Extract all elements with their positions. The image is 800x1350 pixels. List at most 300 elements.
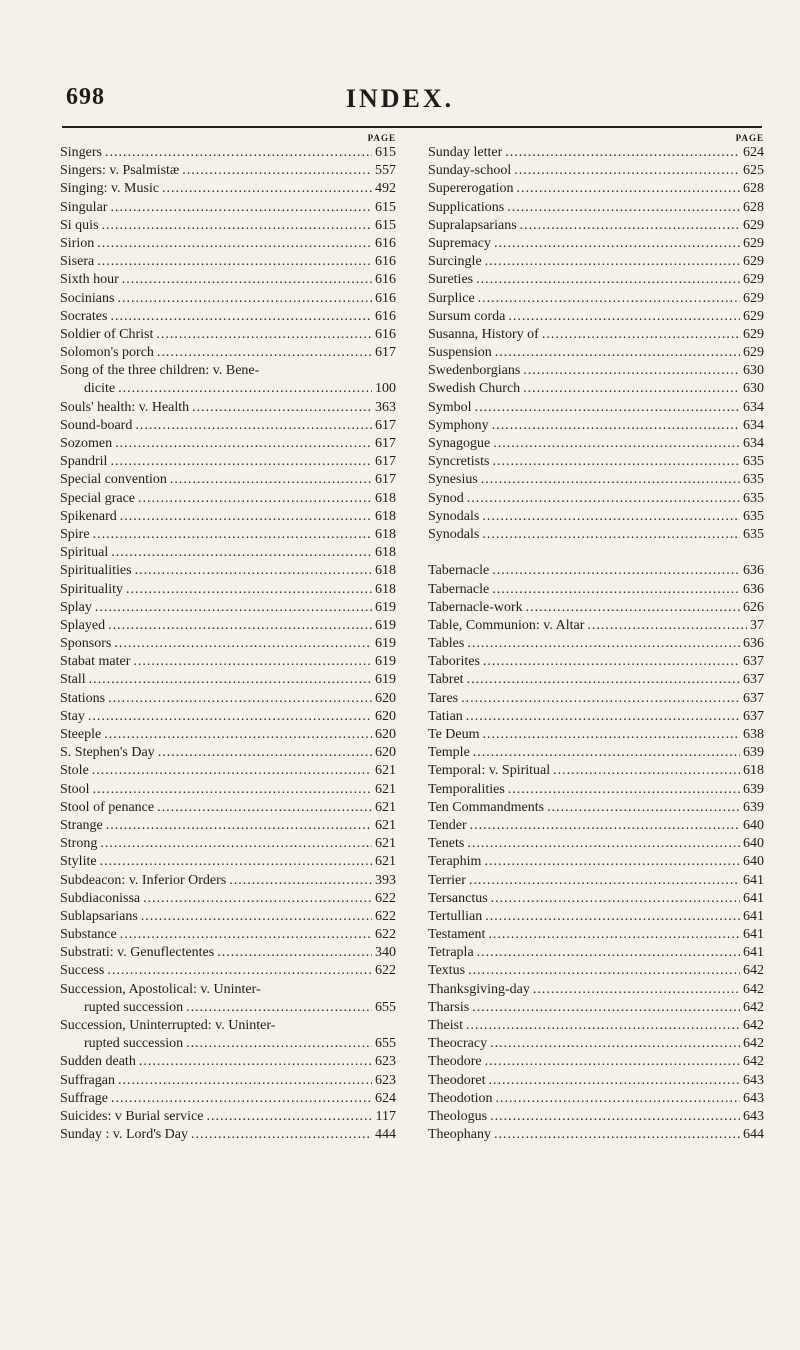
index-entry — [428, 162, 764, 180]
index-entry-term: Theologus — [428, 1108, 488, 1124]
dot-leader — [492, 581, 740, 599]
index-entry — [60, 962, 396, 980]
dot-leader — [526, 599, 740, 617]
index-entry-page: 628 — [743, 199, 764, 215]
index-entry — [60, 999, 396, 1017]
index-entry-term: Tender — [428, 817, 467, 833]
index-entry-term: Subdiaconissa — [60, 890, 141, 906]
dot-leader — [192, 399, 372, 417]
index-entry — [428, 1090, 764, 1108]
index-entry-page: 37 — [750, 617, 764, 633]
index-entry-page: 617 — [375, 472, 396, 488]
index-entry-term: Theist — [428, 1018, 463, 1033]
index-entry-page: 616 — [375, 272, 396, 288]
index-entry-page: 639 — [743, 781, 764, 797]
index-entry-page: 629 — [743, 290, 764, 306]
index-entry-term: Sozomen — [60, 436, 113, 451]
dot-leader — [514, 162, 740, 180]
index-entry-page: 639 — [743, 799, 764, 815]
dot-leader — [104, 726, 372, 744]
index-entry-page: 621 — [375, 763, 396, 779]
index-entry-page: 100 — [375, 381, 396, 397]
dot-leader — [523, 362, 740, 380]
page-number: 698 — [66, 84, 105, 110]
index-entry — [60, 890, 396, 908]
index-entry — [60, 835, 396, 853]
dot-leader — [93, 526, 372, 544]
index-entry-page: 629 — [743, 235, 764, 251]
dot-leader — [111, 544, 372, 562]
index-entry-page: 637 — [743, 654, 764, 670]
index-entry-page: 630 — [743, 381, 764, 397]
index-entry-page: 629 — [743, 345, 764, 361]
index-entry-term: Sunday letter — [428, 145, 503, 160]
dot-leader — [494, 1126, 740, 1144]
index-entry-page: 340 — [375, 945, 396, 961]
index-entry-term: Stay — [60, 708, 85, 724]
index-entry — [428, 144, 764, 162]
index-entry-term: Singers: v. Psalmistæ — [60, 163, 180, 179]
dot-leader — [485, 1053, 740, 1071]
index-entry-page: 615 — [375, 145, 396, 160]
dot-leader — [520, 217, 740, 235]
index-entry-term: Subdeacon: v. Inferior Orders — [60, 872, 227, 888]
dot-leader — [135, 562, 372, 580]
index-entry-term: Sirion — [60, 235, 95, 251]
index-entry-page: 617 — [375, 345, 396, 361]
index-entry-page: 622 — [375, 963, 396, 979]
index-entry-term: Teraphim — [428, 854, 482, 870]
index-entry-page: 620 — [375, 727, 396, 742]
index-entry — [428, 926, 764, 944]
index-entry-term: Synod — [428, 490, 464, 506]
index-entry — [60, 399, 396, 417]
index-entry — [60, 1090, 396, 1108]
dot-leader — [489, 1072, 740, 1090]
page-column-label: PAGE — [735, 133, 764, 143]
index-entry-term: Temporalities — [428, 781, 505, 797]
dot-leader — [470, 817, 740, 835]
dot-leader — [117, 290, 372, 308]
index-entry-term: Socinians — [60, 290, 115, 306]
index-entry — [60, 508, 396, 526]
index-entry — [428, 235, 764, 253]
index-entry — [60, 744, 396, 762]
index-entry-page: 635 — [743, 508, 764, 524]
index-entry-term: S. Stephen's Day — [60, 745, 155, 761]
index-entry — [60, 290, 396, 308]
index-entry — [60, 671, 396, 689]
index-entry — [60, 599, 396, 617]
index-entry — [428, 690, 764, 708]
index-entry-term: Suspension — [428, 345, 492, 361]
index-entry — [428, 799, 764, 817]
index-entry — [428, 944, 764, 962]
dot-leader — [182, 162, 372, 180]
index-entry-page: 618 — [375, 563, 396, 579]
index-entry-page: 618 — [375, 545, 396, 561]
dot-leader — [102, 217, 372, 235]
index-entry — [428, 417, 764, 435]
index-entry-term: Si quis — [60, 217, 99, 233]
index-entry — [428, 1072, 764, 1090]
dot-leader — [490, 1108, 740, 1126]
index-entry-term: Tertullian — [428, 908, 483, 924]
index-entry-term: Te Deum — [428, 727, 480, 742]
index-entry — [428, 708, 764, 726]
index-entry-term: Souls' health: v. Health — [60, 399, 190, 415]
dot-leader — [157, 344, 372, 362]
index-entry-page: 636 — [743, 581, 764, 597]
index-entry-page: 621 — [375, 817, 396, 833]
index-entry-page: 621 — [375, 799, 396, 815]
index-entry — [60, 453, 396, 471]
dot-leader — [491, 890, 740, 908]
index-entry — [428, 671, 764, 689]
index-entry — [428, 1108, 764, 1126]
index-entry — [428, 962, 764, 980]
dot-leader — [115, 435, 372, 453]
index-entry-page: 637 — [743, 672, 764, 688]
index-entry-term: Singing: v. Music — [60, 181, 160, 197]
index-entry-term: Sursum corda — [428, 308, 506, 324]
index-entry-term: Strange — [60, 817, 103, 833]
index-entry-page: 618 — [375, 490, 396, 506]
index-entry-term: Sunday-school — [428, 163, 512, 179]
index-entry-term: Splay — [60, 599, 92, 615]
index-entry-page: 617 — [375, 436, 396, 451]
index-entry-page: 641 — [743, 945, 764, 961]
index-entry — [60, 1035, 396, 1053]
index-entry — [60, 762, 396, 780]
index-entry — [428, 453, 764, 471]
index-entry — [60, 1126, 396, 1144]
dot-leader — [186, 999, 372, 1017]
index-entry — [428, 308, 764, 326]
dot-leader — [493, 435, 740, 453]
index-entry — [60, 562, 396, 580]
index-entry-term: Stylite — [60, 854, 97, 870]
index-entry-term: Susanna, History of — [428, 326, 539, 342]
dot-leader — [229, 872, 372, 890]
index-entry-term: Supererogation — [428, 181, 514, 197]
index-entry-page: 618 — [743, 763, 764, 779]
index-entry-term: Synodals — [428, 508, 480, 524]
index-entry — [60, 1072, 396, 1090]
index-entry — [428, 999, 764, 1017]
index-entry-term: Sisera — [60, 254, 95, 270]
page-column-label: PAGE — [367, 133, 396, 143]
dot-leader — [587, 617, 747, 635]
index-entry-page: 637 — [743, 690, 764, 706]
index-entry — [428, 853, 764, 871]
dot-leader — [135, 417, 372, 435]
index-entry-page: 635 — [743, 472, 764, 488]
index-entry-term: Symphony — [428, 417, 489, 433]
index-entry — [428, 362, 764, 380]
dot-leader — [482, 526, 740, 544]
index-entry — [428, 199, 764, 217]
index-entry — [60, 817, 396, 835]
index-entry — [60, 344, 396, 362]
index-entry-page: 444 — [375, 1127, 396, 1143]
index-entry — [60, 944, 396, 962]
dot-leader — [105, 144, 372, 162]
index-entry-page: 618 — [375, 526, 396, 542]
index-entry — [428, 653, 764, 671]
dot-leader — [467, 490, 740, 508]
index-entry — [60, 380, 396, 398]
index-entry — [60, 853, 396, 871]
dot-leader — [508, 781, 740, 799]
index-entry — [60, 726, 396, 744]
index-entry-term: Splayed — [60, 617, 106, 633]
index-entry-page: 640 — [743, 854, 764, 870]
index-entry-page: 622 — [375, 908, 396, 924]
index-entry — [428, 1035, 764, 1053]
index-entry-term: Special grace — [60, 490, 136, 506]
index-entry-page: 615 — [375, 199, 396, 215]
dot-leader — [126, 581, 372, 599]
index-entry — [60, 162, 396, 180]
index-entry-term: Suicides: v Burial service — [60, 1108, 204, 1124]
index-entry-page: 622 — [375, 927, 396, 943]
index-entry-term: Temple — [428, 745, 470, 761]
dot-leader — [492, 417, 740, 435]
index-entry-term: Testament — [428, 927, 486, 943]
index-entry — [428, 526, 764, 544]
index-entry — [428, 471, 764, 489]
dot-leader — [492, 453, 740, 471]
index-entry-term: Tares — [428, 690, 459, 706]
dot-leader — [186, 1035, 372, 1053]
index-entry-term: Thanksgiving-day — [428, 981, 530, 997]
index-entry — [60, 308, 396, 326]
index-entry — [60, 490, 396, 508]
index-entry-page: 641 — [743, 908, 764, 924]
index-entry-page: 622 — [375, 890, 396, 906]
index-entry-page: 639 — [743, 745, 764, 761]
index-entry-page: 619 — [375, 617, 396, 633]
index-entry-page: 626 — [743, 599, 764, 615]
index-entry-term: Spandril — [60, 454, 108, 470]
dot-leader — [97, 253, 372, 271]
index-entry-page: 616 — [375, 326, 396, 342]
dot-leader — [507, 199, 740, 217]
index-entry-page: 640 — [743, 817, 764, 833]
index-entry — [60, 435, 396, 453]
dot-leader — [482, 508, 740, 526]
index-entry-page: 635 — [743, 526, 764, 542]
index-entry — [428, 635, 764, 653]
dot-leader — [495, 344, 740, 362]
index-entry-page: 621 — [375, 781, 396, 797]
index-entry-page: 363 — [375, 399, 396, 415]
index-entry — [428, 290, 764, 308]
dot-leader — [466, 708, 740, 726]
index-entry-page: 637 — [743, 708, 764, 724]
dot-leader — [461, 690, 740, 708]
index-entry — [428, 180, 764, 198]
index-entry — [60, 635, 396, 653]
index-entry-page: 642 — [743, 1036, 764, 1052]
index-entry-page: 557 — [375, 163, 396, 179]
dot-leader — [476, 271, 740, 289]
index-entry — [428, 581, 764, 599]
index-entry — [428, 908, 764, 926]
index-entry — [60, 144, 396, 162]
index-entry-term: Sunday : v. Lord's Day — [60, 1127, 188, 1143]
index-entry-page: 630 — [743, 363, 764, 379]
index-entry-term: Sixth hour — [60, 272, 119, 288]
index-entry-page: 620 — [375, 708, 396, 724]
index-entry-term: Synagogue — [428, 436, 491, 451]
dot-leader — [110, 453, 372, 471]
index-entry-term: Tables — [428, 636, 465, 652]
index-entry-term: Theodore — [428, 1054, 482, 1070]
index-entry-term: Special convention — [60, 472, 167, 488]
index-entry-term: Theodotion — [428, 1090, 493, 1106]
index-entry-page: 642 — [743, 981, 764, 997]
dot-leader — [533, 981, 740, 999]
dot-leader — [108, 690, 372, 708]
index-entry-term: Temporal: v. Spiritual — [428, 763, 551, 779]
index-entry-page: 629 — [743, 217, 764, 233]
index-entry-page: 117 — [375, 1108, 396, 1124]
dot-leader — [467, 835, 740, 853]
index-entry-term: Synesius — [428, 472, 478, 488]
index-entry-page: 618 — [375, 581, 396, 597]
dot-leader — [517, 180, 740, 198]
dot-leader — [467, 671, 740, 689]
index-entry — [428, 435, 764, 453]
index-entry-page: 625 — [743, 163, 764, 179]
dot-leader — [496, 1090, 740, 1108]
dot-leader — [492, 562, 740, 580]
index-entry — [60, 617, 396, 635]
index-entry-continuation: rupted succession — [84, 1036, 184, 1052]
index-entry-page: 641 — [743, 872, 764, 888]
dot-leader — [156, 326, 372, 344]
index-entry-term: Spiritualities — [60, 563, 132, 579]
index-entry — [60, 235, 396, 253]
index-entry — [428, 872, 764, 890]
index-entry-term: Steeple — [60, 727, 102, 742]
index-entry-page: 643 — [743, 1072, 764, 1088]
index-entry — [428, 726, 764, 744]
index-entry-term: Singers — [60, 145, 102, 160]
index-entry-term: Song of the three children: v. Bene- — [60, 363, 260, 379]
index-entry-term: Sound-board — [60, 417, 133, 433]
index-entry — [428, 490, 764, 508]
index-entry-term: Tharsis — [428, 999, 470, 1015]
index-entry-term: Sublapsarians — [60, 908, 138, 924]
index-entry-term: Stations — [60, 690, 106, 706]
index-entry — [428, 217, 764, 235]
index-entry-page: 641 — [743, 890, 764, 906]
index-column-left — [60, 132, 396, 1144]
index-entry-term: Tetrapla — [428, 945, 474, 961]
index-entry-term: Taborites — [428, 654, 480, 670]
dot-leader — [542, 326, 740, 344]
index-entry — [428, 781, 764, 799]
index-entry-page: 644 — [743, 1127, 764, 1143]
index-entry-term: Succession, Uninterrupted: v. Uninter- — [60, 1018, 276, 1033]
dot-leader — [162, 180, 372, 198]
dot-leader — [157, 799, 372, 817]
index-entry-page: 617 — [375, 454, 396, 470]
dot-leader — [141, 908, 372, 926]
index-entry-term: Stabat mater — [60, 654, 131, 670]
index-entry-page: 655 — [375, 999, 396, 1015]
dot-leader — [485, 908, 740, 926]
index-entry — [428, 744, 764, 762]
index-entry-page: 638 — [743, 727, 764, 742]
index-entry — [60, 708, 396, 726]
dot-leader — [110, 199, 372, 217]
index-entry-page: 615 — [375, 217, 396, 233]
index-entry-term: Solomon's porch — [60, 345, 154, 361]
dot-leader — [158, 744, 372, 762]
index-entry-page: 641 — [743, 927, 764, 943]
dot-leader — [120, 926, 372, 944]
index-entry — [60, 199, 396, 217]
index-entry-term: Swedenborgians — [428, 363, 521, 379]
dot-leader — [547, 799, 740, 817]
index-column-right — [428, 132, 764, 1144]
dot-leader — [110, 308, 372, 326]
index-entry-term: Tenets — [428, 836, 465, 852]
index-entry-page: 393 — [375, 872, 396, 888]
index-entry — [60, 271, 396, 289]
index-entry — [60, 926, 396, 944]
index-entry-term: Sudden death — [60, 1054, 136, 1070]
dot-leader — [494, 235, 740, 253]
index-entry — [60, 581, 396, 599]
dot-leader — [472, 999, 740, 1017]
index-entry-term: Substance — [60, 927, 117, 943]
index-entry-page: 619 — [375, 672, 396, 688]
dot-leader — [523, 380, 740, 398]
index-entry-term: Stool — [60, 781, 90, 797]
index-entry-page: 634 — [743, 399, 764, 415]
index-entry — [428, 762, 764, 780]
dot-leader — [120, 508, 372, 526]
dot-leader — [469, 872, 740, 890]
index-entry-page: 640 — [743, 836, 764, 852]
index-entry-term: Spikenard — [60, 508, 117, 524]
dot-leader — [92, 762, 372, 780]
index-entry-term: Spirituality — [60, 581, 123, 597]
dot-leader — [490, 1035, 740, 1053]
index-entry-page: 636 — [743, 563, 764, 579]
index-entry — [428, 271, 764, 289]
index-entry — [428, 817, 764, 835]
index-entry — [428, 890, 764, 908]
index-entry-term: Terrier — [428, 872, 466, 888]
index-entry — [428, 399, 764, 417]
page-title: INDEX. — [345, 84, 455, 113]
index-entry — [60, 180, 396, 198]
index-entry-term: Spire — [60, 526, 90, 542]
index-entry-page: 618 — [375, 508, 396, 524]
index-entry-page: 635 — [743, 490, 764, 506]
index-entry-page: 634 — [743, 436, 764, 451]
index-entry-term: Strong — [60, 836, 98, 852]
dot-leader — [484, 853, 740, 871]
index-entry-term: Spiritual — [60, 545, 109, 561]
index-entry-page: 616 — [375, 290, 396, 306]
